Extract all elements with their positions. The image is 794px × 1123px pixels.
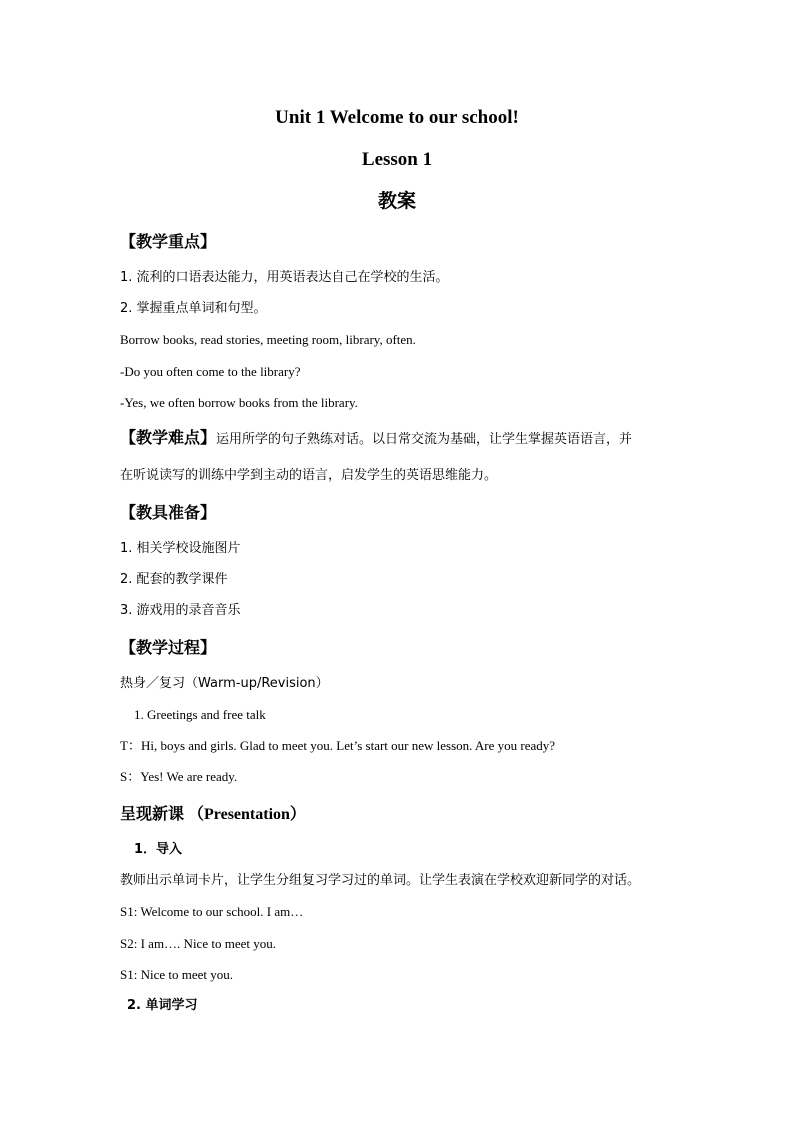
key-point-item: 2. 掌握重点单词和句型。 (120, 301, 267, 316)
intro-paragraph: 教师出示单词卡片，让学生分组复习学习过的单词。让学生表演在学校欢迎新同学的对话。 (120, 873, 641, 888)
document-title: Unit 1 Welcome to our school! (275, 107, 519, 128)
dialog-line: S1: Welcome to our school. I am… (120, 904, 304, 919)
difficulties-text: 运用所学的句子熟练对话。以日常交流为基础，让学生掌握英语语言，并 (216, 432, 633, 447)
materials-item: 2. 配套的教学课件 (120, 572, 228, 587)
key-points-heading: 【教学重点】 (120, 232, 217, 251)
presentation-heading-cn: 呈现新课 (120, 804, 185, 823)
dialog-answer: -Yes, we often borrow books from the library. (120, 395, 358, 410)
teacher-line: T：Hi, boys and girls. Glad to meet you. Let’s start our new lesson. Are you ready? (120, 738, 556, 753)
difficulties-paragraph (120, 430, 632, 448)
dialog-line: S2: I am…. Nice to meet you. (120, 936, 276, 951)
dialog-line: S1: Nice to meet you. (120, 967, 234, 982)
warmup-label: 热身／复习（Warm-up/Revision） (120, 676, 329, 691)
warmup-step: 1. Greetings and free talk (134, 707, 266, 722)
difficulties-text-continued: 在听说读写的训练中学到主动的语言，启发学生的英语思维能力。 (120, 468, 498, 483)
materials-heading: 【教具准备】 (120, 503, 217, 522)
presentation-step-intro: 1．导入 (134, 842, 183, 857)
process-heading: 【教学过程】 (120, 638, 217, 657)
materials-item: 3. 游戏用的录音音乐 (120, 603, 241, 618)
presentation-heading-en: （Presentation） (188, 806, 306, 823)
dialog-question: -Do you often come to the library? (120, 364, 301, 379)
difficulties-heading: 【教学难点】 (120, 428, 217, 447)
presentation-step-vocabulary: 2. 单词学习 (127, 998, 198, 1013)
student-line: S：Yes! We are ready. (120, 769, 238, 784)
presentation-heading (120, 804, 306, 825)
vocabulary-line: Borrow books, read stories, meeting room, library, often. (120, 332, 416, 347)
lesson-title: Lesson 1 (361, 149, 433, 170)
lesson-plan-subtitle: 教案 (377, 190, 416, 212)
materials-item: 1. 相关学校设施图片 (120, 541, 241, 556)
key-point-item: 1. 流利的口语表达能力，用英语表达自己在学校的生活。 (120, 270, 449, 285)
